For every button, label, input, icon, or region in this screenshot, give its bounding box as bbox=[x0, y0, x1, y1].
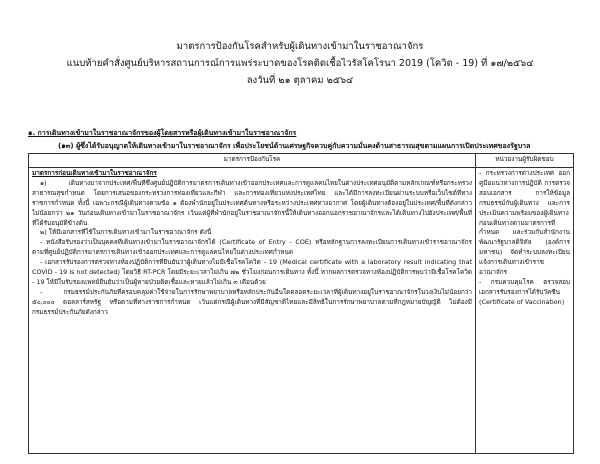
document-title: มาตรการป้องกันโรคสำหรับผู้เดินทางเข้ามาในราชอาณาจักร bbox=[176, 41, 424, 52]
table-header-row bbox=[29, 154, 574, 168]
section-subtitle: (๑๓) ผู้ซึ่งได้รับอนุญาตให้เดินทางเข้ามาในราชอาณาจักร เพื่อประโยชน์ด้านเศรษฐกิจควบคู่กับความมั่นคงด้านสาธารณสุขตามแผนการเปิดประเทศของรัฐบาล bbox=[58, 142, 531, 150]
responsible-cell bbox=[476, 168, 574, 454]
document-item-coe: - หนังสือรับรองว่าเป็นบุคคลที่เดินทางเข้ามาในราชอาณาจักรได้ (Certificate of Entry - COE) หรือหลักฐานการลงทะเบียนการเดินทางเข้าราชอาณาจักร ตามที่ศูนย์ปฏิบัติการมาตรการเดินทางเข้าออกประเทศและการดูแลคนไทยในต่างประเทศกำหนด bbox=[32, 238, 472, 257]
pre-travel-heading: มาตรการก่อนเดินทางเข้ามาในราชอาณาจักร bbox=[32, 169, 157, 177]
document-item-rtpcr: - เอกสารรับรองการตรวจทางห้องปฏิบัติการที่ยืนยันว่าผู้เดินทางไม่มีเชื้อโรคโควิด - 19 (Medical certificate with a laboratory result indicating that COVID - 19 is not detected) โดยวิธี RT-PCR โดยมีระยะเวลาไม่เกิน ๗๒ ชั่วโมงก่อนการเดินทาง ทั้งนี้ หากผลการตรวจทางห้องปฏิบัติการพบว่ามีเชื้อโรคโควิด - 19 ให้มีใบรับรองแพทย์ยืนยันว่าเป็นผู้หายป่วยติดเชื้อและหายแล้วไม่เกิน ๓ เดือนด้วย bbox=[32, 258, 472, 286]
document-header bbox=[0, 38, 600, 89]
table-row bbox=[29, 168, 574, 454]
measures-cell bbox=[29, 168, 476, 454]
responsible-mfa: - กระทรวงการต่างประเทศ ออกคู่มือแนวทางการปฏิบัติ การตรวจสอบเอกสาร การให้ข้อมูลกรมธรรม์กับผู้เดินทาง และการประเมินความพร้อมของผู้เดินทางก่อนเดินทางตามมาตรการที่กำหนด และร่วมกับสำนักงานพัฒนารัฐบาลดิจิทัล (องค์การมหาชน) จัดทำระบบลงทะเบียนแจ้งการเดินทางเข้าราชอาณาจักร bbox=[479, 169, 570, 277]
section-title: ๑. การเดินทางเข้ามาในราชอาณาจักรของผู้โดยสารหรือผู้เดินทางเข้ามาในราชอาณาจักร bbox=[28, 129, 297, 137]
section-heading bbox=[28, 128, 573, 151]
measure-item-1: ๑) เดินทางมาจากประเทศ/พื้นที่ซึ่งศูนย์ปฏิบัติการมาตรการเดินทางเข้าออกประเทศและการดูแลคนไทยในต่างประเทศอนุมัติตามหลักเกณฑ์หรือกระทรวงสาธารณสุขกำหนด โดยการเสนอของกระทรวงการท่องเที่ยวและกีฬา และการท่องเที่ยวแห่งประเทศไทย และได้มีการลงทะเบียนผ่านระบบหรือเว็บไซต์ที่ทางราชการกำหนด ทั้งนี้ เฉพาะกรณีผู้เดินทางตามข้อ ๑ ต้องพำนักอยู่ในประเทศต้นทางหรือระหว่างประเทศทางอากาศ โดยผู้เดินทางต้องอยู่ในประเทศ/พื้นที่ดังกล่าวไม่น้อยกว่า ๒๑ วันก่อนเดินทางเข้ามาในราชอาณาจักร เว้นแต่ผู้ที่พำนักอยู่ในราชอาณาจักรนี้ให้เดินทางออกนอกราชอาณาจักรและได้เดินทางไปยังประเทศ/พื้นที่ ที่ได้รับอนุมัติข้างต้น bbox=[32, 178, 472, 227]
measures-table bbox=[28, 153, 574, 454]
measures-column-header: มาตรการป้องกันโรค bbox=[29, 154, 476, 168]
document-item-insurance: - กรมธรรม์ประกันภัยที่ครอบคลุมค่าใช้จ่ายในการรักษาพยาบาลหรือหลักประกันอื่นใดตลอดระยะเวลาที่ผู้เดินทางอยู่ในราชอาณาจักรในวงเงินไม่น้อยกว่า ๕๐,๐๐๐ ดอลลาร์สหรัฐ หรือตามที่ทางราชการกำหนด เว้นแต่กรณีผู้เดินทางที่มีสัญชาติไทยและมีสิทธิในการรักษาพยาบาลตามที่กฎหมายบัญญัติ ไม่ต้องมีกรมธรรม์ประกันภัยดังกล่าว bbox=[32, 287, 472, 316]
order-date: ลงวันที่ ๒๑ ตุลาคม ๒๕๖๔ bbox=[246, 75, 354, 86]
order-reference: แนบท้ายคำสั่งศูนย์บริหารสถานการณ์การแพร่ระบาดของโรคติดเชื้อไวรัสโคโรนา 2019 (โควิด - 19) ที่ ๑๗/๒๕๖๔ bbox=[66, 58, 534, 69]
responsible-ddc: - กรมควบคุมโรค ตรวจสอบเอกสารรับรองการได้รับวัคซีน (Certificate of Vaccination) bbox=[479, 277, 570, 306]
responsible-column-header: หน่วยงานผู้รับผิดชอบ bbox=[476, 154, 574, 168]
measure-item-2: ๒) ให้มีเอกสารที่ใช้ในการเดินทางเข้ามาในราชอาณาจักร ดังนี้ bbox=[40, 228, 212, 237]
